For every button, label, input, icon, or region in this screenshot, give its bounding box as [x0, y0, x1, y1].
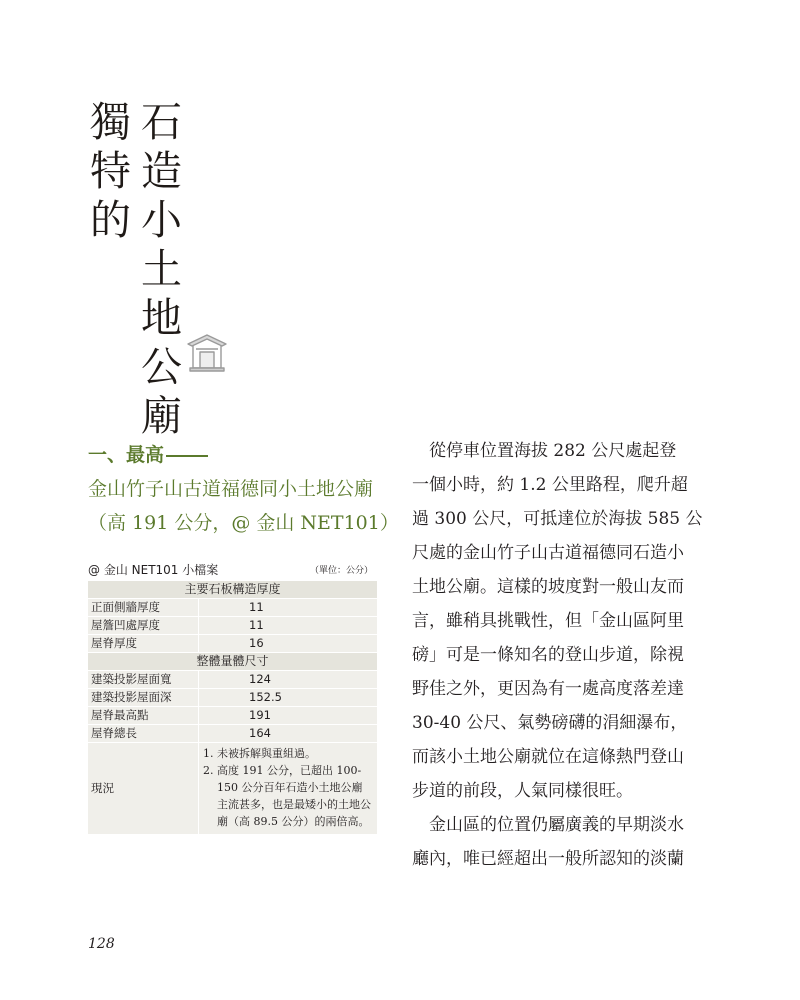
status-item-number: 2.	[203, 764, 214, 777]
row-key: 屋脊總長	[88, 725, 199, 743]
row-key: 建築投影屋面深	[88, 689, 199, 707]
table-row	[88, 617, 378, 635]
info-unit: （單位：公分）	[309, 566, 373, 576]
title-line-1: 石造小土地公廟	[134, 100, 182, 443]
body-line: 磅」可是一條知名的登山步道，除視	[412, 645, 684, 665]
body-line: 土地公廟。這樣的坡度對一般山友而	[412, 577, 684, 597]
table-group-header	[88, 653, 378, 671]
body-line: 言，雖稍具挑戰性，但「金山區阿里	[412, 611, 684, 631]
subheading-line-1: 金山竹子山古道福德同小土地公廟	[88, 478, 374, 500]
table-row	[88, 671, 378, 689]
body-line: 尺處的金山竹子山古道福德同石造小	[412, 543, 684, 563]
row-value: 191	[199, 707, 378, 725]
status-item	[203, 745, 373, 762]
table-row	[88, 725, 378, 743]
status-item	[203, 762, 373, 830]
subheading-line-2: （高 191 公分，@ 金山 NET101）	[88, 512, 399, 534]
info-table	[87, 580, 378, 835]
status-label: 現況	[88, 743, 199, 835]
body-line: 廳內，唯已經超出一般所認知的淡蘭	[412, 849, 684, 869]
body-line: 一個小時，約 1.2 公里路程，爬升超	[412, 475, 688, 495]
section-heading-text: 一、最高	[88, 444, 165, 466]
status-item-text: 高度 191 公分，已超出 100-150 公分百年石造小土地公廟主流甚多，也是最矮小的土地公廟（高 89.5 公分）的兩倍高。	[217, 764, 371, 828]
status-item-number: 1.	[203, 747, 214, 760]
section-heading	[88, 440, 208, 467]
body-line: 過 300 公尺，可抵達位於海拔 585 公	[412, 509, 703, 529]
title-line-2: 獨特的	[83, 100, 131, 247]
body-text	[412, 434, 712, 876]
row-value: 152.5	[199, 689, 378, 707]
table-row	[88, 635, 378, 653]
body-line: 而該小土地公廟就位在這條熱門登山	[412, 747, 684, 767]
row-key: 建築投影屋面寬	[88, 671, 199, 689]
row-value: 124	[199, 671, 378, 689]
table-row	[88, 707, 378, 725]
row-key: 屋脊厚度	[88, 635, 199, 653]
row-value: 16	[199, 635, 378, 653]
table-row	[88, 599, 378, 617]
body-line: 步道的前段，人氣同樣很旺。	[412, 781, 633, 801]
status-value	[199, 743, 378, 835]
row-value: 164	[199, 725, 378, 743]
table-row-status	[88, 743, 378, 835]
table-row	[88, 689, 378, 707]
page-number: 128	[88, 936, 115, 952]
body-line: 30-40 公尺、氣勢磅礴的涓細瀑布，	[412, 713, 688, 733]
body-line: 金山區的位置仍屬廣義的早期淡水	[412, 815, 684, 835]
row-value: 11	[199, 617, 378, 635]
body-line: 野佳之外，更因為有一處高度落差達	[412, 679, 684, 699]
heading-dash	[166, 455, 208, 457]
shrine-icon	[184, 330, 230, 376]
body-line: 從停車位置海拔 282 公尺處起登	[412, 441, 677, 461]
table-group-header	[88, 581, 378, 599]
row-key: 正面側牆厚度	[88, 599, 199, 617]
info-caption-text: @ 金山 NET101 小檔案	[88, 563, 219, 577]
row-key: 屋脊最高點	[88, 707, 199, 725]
status-item-text: 未被拆解與重組過。	[217, 747, 316, 760]
group2-title: 整體量體尺寸	[88, 653, 378, 671]
group1-title: 主要石板構造厚度	[88, 581, 378, 599]
section-subheading	[88, 472, 399, 540]
row-value: 11	[199, 599, 378, 617]
row-key: 屋簷凹處厚度	[88, 617, 199, 635]
info-table-caption	[88, 561, 377, 578]
